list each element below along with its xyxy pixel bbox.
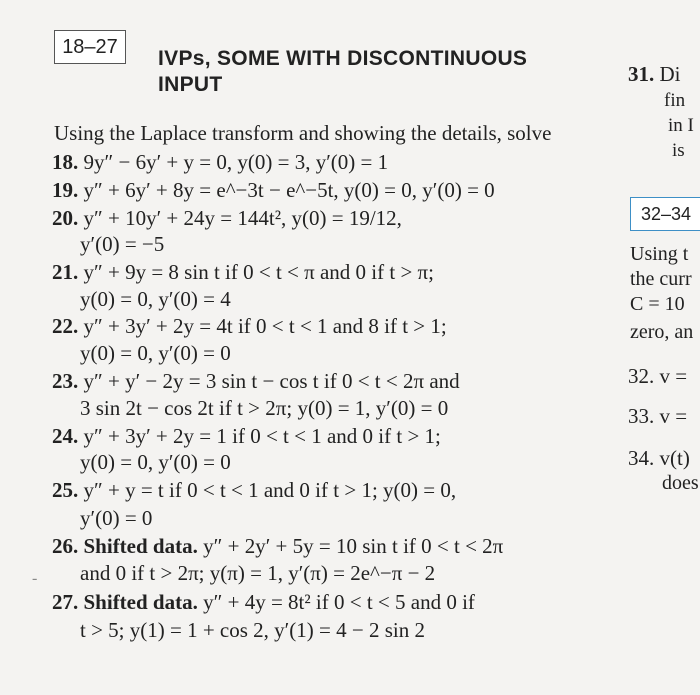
problem-number: 23. [52,369,79,393]
item-32: 32. v = [628,364,688,388]
item-31-line3: in I [668,115,694,136]
section-title: IVPs, SOME WITH DISCONTINUOUS INPUT [158,47,528,96]
rc-line-1: Using t [630,243,689,265]
item-31-number: 31. [628,62,655,86]
problem-24-line2: y(0) = 0, y′(0) = 0 [80,450,231,474]
problem-line: y″ + 3y′ + 2y = 1 if 0 < t < 1 and 0 if t > 1; [83,424,441,448]
item-31-line2: fin [664,90,686,111]
problem-line: y″ + 6y′ + 8y = e^−3t − e^−5t, y(0) = 0, y′(0) = 0 [83,178,495,202]
item-34-line2: does [662,472,699,494]
problem-22 [52,314,447,339]
bullet-mark: - [32,570,38,587]
problem-number: 21. [52,260,79,284]
problem-line: y″ + 9y = 8 sin t if 0 < t < π and 0 if t > π; [83,260,434,284]
problem-number: 27. [52,590,79,614]
item-31-text: Di [659,62,681,86]
problem-23-line2: 3 sin 2t − cos 2t if t > 2π; y(0) = 1, y′(0) = 0 [80,396,449,420]
problem-number: 20. [52,206,79,230]
problem-19 [52,178,495,203]
problem-23 [52,369,460,394]
problem-line: y″ + y′ − 2y = 3 sin t − cos t if 0 < t < 2π and [83,369,460,393]
problem-20 [52,206,402,231]
problem-21 [52,260,434,285]
problem-number: 24. [52,424,79,448]
problem-line: y″ + y = t if 0 < t < 1 and 0 if t > 1; y(0) = 0, [83,478,457,502]
problem-line: y″ + 4y = 8t² if 0 < t < 5 and 0 if [203,590,475,614]
range-32-34: 32–34 [641,203,692,224]
problem-label: Shifted data. [83,590,198,614]
problem-25-line2: y′(0) = 0 [80,506,153,530]
range-box-32-34 [630,197,700,231]
problem-26-line2: and 0 if t > 2π; y(π) = 1, y′(π) = 2e^−π − 2 [80,561,436,585]
rc-line-2: the curr [630,268,692,290]
problem-number: 26. [52,534,79,558]
problem-line: 9y″ − 6y′ + y = 0, y(0) = 3, y′(0) = 1 [83,150,389,174]
section-range-box [54,30,126,64]
problem-number: 22. [52,314,79,338]
item-31 [628,62,681,87]
section-range: 18–27 [62,35,118,58]
problem-22-line2: y(0) = 0, y′(0) = 0 [80,341,231,365]
problem-27 [52,590,475,615]
problem-number: 25. [52,478,79,502]
problem-27-line2: t > 5; y(1) = 1 + cos 2, y′(1) = 4 − 2 sin 2 [80,618,425,642]
problem-18 [52,150,388,175]
problem-21-line2: y(0) = 0, y′(0) = 4 [80,287,231,311]
problem-line: y″ + 3y′ + 2y = 4t if 0 < t < 1 and 8 if t > 1; [83,314,447,338]
problem-number: 18. [52,150,79,174]
item-31-line4: is [672,140,685,161]
problem-label: Shifted data. [83,534,198,558]
problem-24 [52,424,441,449]
item-33: 33. v = [628,404,688,428]
rc-line-4: zero, an [630,321,694,343]
rc-line-3: C = 10 [630,293,685,315]
problem-line: y″ + 10y′ + 24y = 144t², y(0) = 19/12, [83,206,402,230]
problem-20-line2: y′(0) = −5 [80,232,165,256]
item-34: 34. v(t) [628,446,690,470]
problem-number: 19. [52,178,79,202]
problem-25 [52,478,456,503]
right-column [620,0,700,695]
problem-26 [52,534,503,559]
problem-line: y″ + 2y′ + 5y = 10 sin t if 0 < t < 2π [203,534,504,558]
intro-text: Using the Laplace transform and showing the details, solve [54,121,552,145]
